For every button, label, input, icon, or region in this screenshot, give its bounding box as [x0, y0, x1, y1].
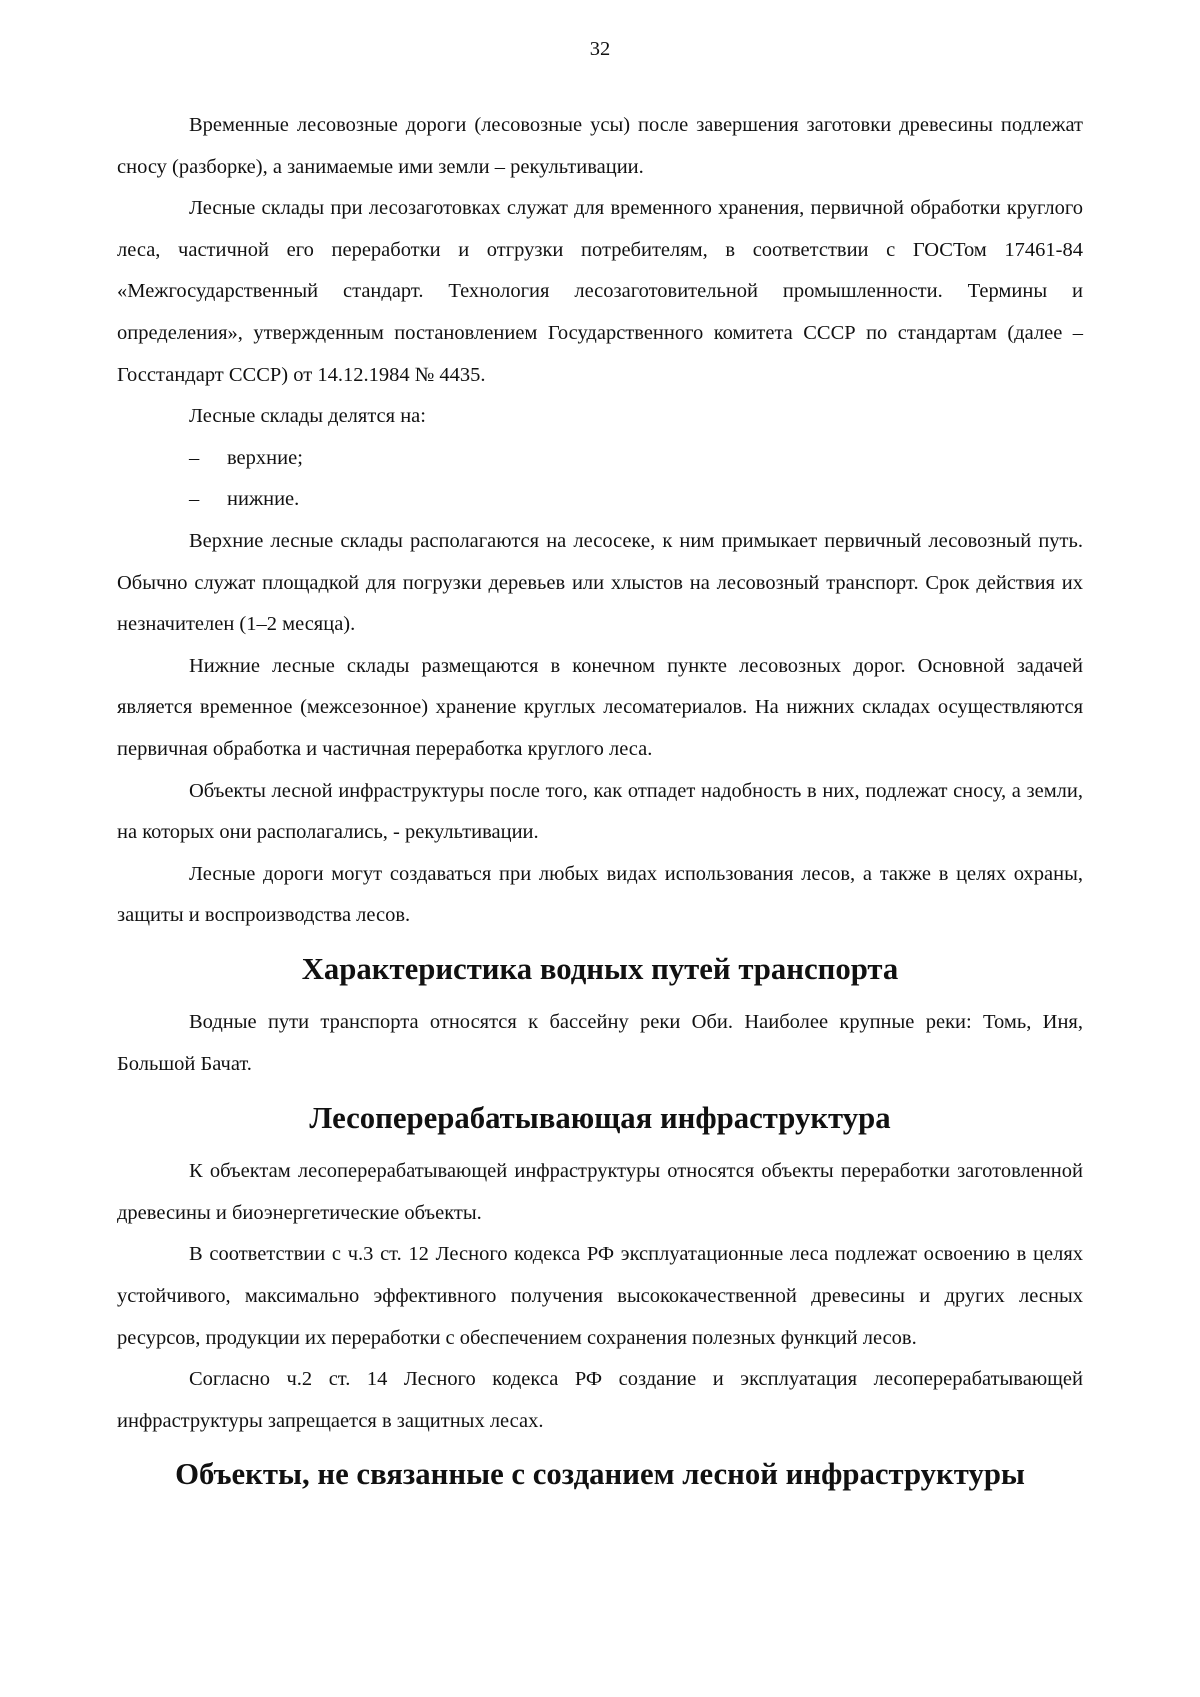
list-item-text: верхние; [227, 446, 303, 469]
paragraph-warehouse-types: Лесные склады делятся на: [189, 405, 426, 428]
paragraph-upper-warehouses: Верхние лесные склады располагаются на лесосеке, к ним примыкает первичный лесовозный путь. Обычно служат площадкой для погрузки деревьев или хлыстов на лесовозный транспорт. Срок действия их незначителен (1–2 месяца). [117, 529, 1083, 636]
paragraph-temporary-roads: Временные лесовозные дороги (лесовозные усы) после завершения заготовки древесины подлежат сносу (разборке), а занимаемые ими земли – рекультивации. [117, 114, 1083, 178]
heading-unrelated-objects: Объекты, не связанные с созданием лесной инфраструктуры [175, 1457, 1025, 1492]
paragraph-forest-code-art14: Согласно ч.2 ст. 14 Лесного кодекса РФ создание и эксплуатация лесоперерабатывающей инфраструктуры запрещается в защитных лесах. [117, 1368, 1083, 1432]
page-number: 32 [589, 38, 611, 60]
paragraph-lower-warehouses: Нижние лесные склады размещаются в конечном пункте лесовозных дорог. Основной задачей является временное (межсезонное) хранение круглых лесоматериалов. На нижних складах осуществляются первичная обработка и частичная переработка круглого леса. [117, 654, 1083, 760]
paragraph-forest-code-art12: В соответствии с ч.3 ст. 12 Лесного кодекса РФ эксплуатационные леса подлежат освоению в целях устойчивого, максимально эффективного получения высококачественной древесины и других лесных ресурсов, продукции их переработки с обеспечением сохранения полезных функций лесов. [117, 1243, 1083, 1349]
list-item-lower [117, 479, 1083, 521]
heading-processing-infrastructure: Лесоперерабатывающая инфраструктура [309, 1100, 891, 1135]
page-content [117, 105, 1083, 1496]
paragraph-processing-objects: К объектам лесоперерабатывающей инфраструктуры относятся объекты переработки заготовленной древесины и биоэнергетические объекты. [117, 1160, 1083, 1224]
heading-waterways: Характеристика водных путей транспорта [301, 951, 899, 986]
paragraph-forest-warehouses: Лесные склады при лесозаготовках служат для временного хранения, первичной обработки круглого леса, частичной его переработки и отгрузки потребителям, в соответствии с ГОСТом 17461-84 «Межгосударственный стандарт. Технология лесозаготовительной промышленности. Термины и определения», утвержденным постановлением Государственного комитета СССР по стандартам (далее – Госстандарт СССР) от 14.12.1984 № 4435. [117, 197, 1083, 386]
paragraph-waterways: Водные пути транспорта относятся к бассейну реки Оби. Наиболее крупные реки: Томь, Иня, Большой Бачат. [117, 1011, 1083, 1076]
list-item-upper [117, 438, 1083, 480]
list-dash: – [189, 446, 200, 469]
paragraph-infrastructure-removal: Объекты лесной инфраструктуры после того, как отпадет надобность в них, подлежат сносу, а земли, на которых они располагались, - рекультивации. [117, 779, 1083, 844]
list-dash: – [189, 488, 200, 511]
paragraph-forest-roads: Лесные дороги могут создаваться при любых видах использования лесов, а также в целях охраны, защиты и воспроизводства лесов. [117, 862, 1083, 927]
list-item-text: нижние. [227, 488, 300, 511]
